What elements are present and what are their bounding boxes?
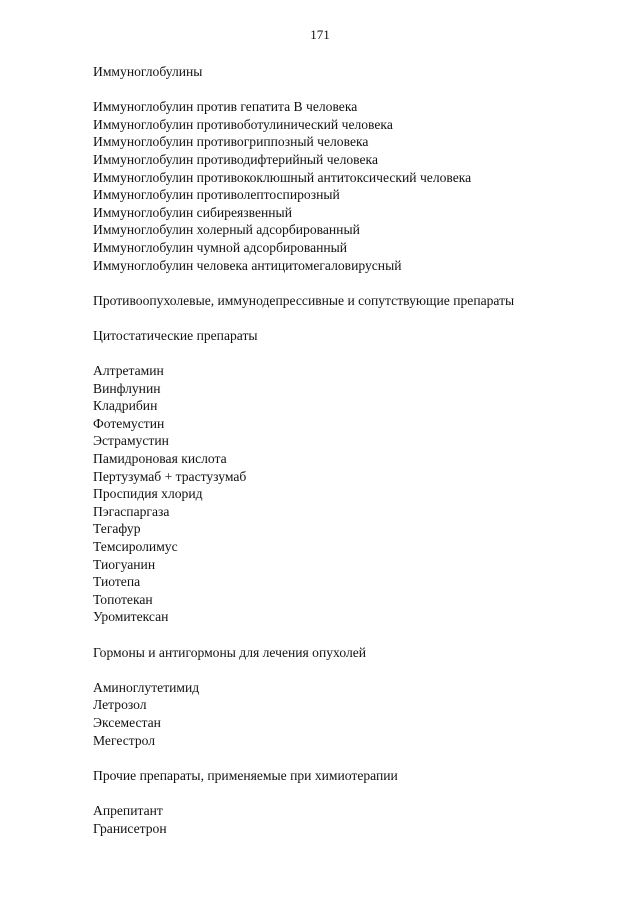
list-item: Тиотепа — [93, 574, 141, 590]
list-item: Уромитексан — [93, 609, 169, 625]
list-item: Эксеместан — [93, 714, 161, 730]
list-item: Иммуноглобулин противолептоспирозный — [93, 187, 340, 203]
spacer — [93, 309, 613, 327]
list-item: Темсиролимус — [93, 539, 178, 555]
list-item: Гранисетрон — [93, 820, 167, 836]
list-item: Аминоглутетимид — [93, 679, 200, 695]
spacer — [93, 345, 613, 363]
list-item: Тиогуанин — [93, 556, 156, 572]
list-item: Иммуноглобулин человека антицитомегаловирусный — [93, 257, 402, 273]
list-item: Проспидия хлорид — [93, 486, 203, 502]
immunoglobulin-list — [93, 98, 613, 274]
section-heading-chemo-other: Прочие препараты, применяемые при химиотерапии — [93, 767, 398, 783]
list-item: Иммуноглобулин противококлюшный антитоксический человека — [93, 169, 472, 185]
spacer — [93, 274, 613, 292]
list-item: Алтретамин — [93, 363, 164, 379]
list-item: Иммуноглобулин против гепатита В человека — [93, 99, 358, 115]
cytostatic-list — [93, 362, 613, 626]
list-item: Апрепитант — [93, 802, 163, 818]
hormones-list — [93, 679, 613, 749]
list-item: Иммуноглобулин противоботулинический человека — [93, 116, 393, 132]
list-item: Тегафур — [93, 521, 141, 537]
list-item: Эстрамустин — [93, 433, 169, 449]
list-item: Топотекан — [93, 591, 153, 607]
section-heading-hormones: Гормоны и антигормоны для лечения опухолей — [93, 644, 367, 660]
list-item: Мегестрол — [93, 732, 156, 748]
list-item: Летрозол — [93, 697, 147, 713]
list-item: Пэгаспаргаза — [93, 503, 170, 519]
list-item: Иммуноглобулин противодифтерийный человека — [93, 151, 378, 167]
document-body — [93, 63, 613, 837]
section-heading-cytostatic: Цитостатические препараты — [93, 327, 258, 343]
list-item: Винфлунин — [93, 380, 161, 396]
list-item: Памидроновая кислота — [93, 451, 227, 467]
spacer — [93, 661, 613, 679]
list-item: Пертузумаб + трастузумаб — [93, 468, 247, 484]
list-item: Иммуноглобулин противогриппозный человека — [93, 134, 369, 150]
spacer — [93, 626, 613, 644]
chemo-other-list — [93, 802, 613, 837]
page-number: 171 — [310, 27, 330, 42]
spacer — [93, 784, 613, 802]
list-item: Иммуноглобулин сибиреязвенный — [93, 204, 292, 220]
spacer — [93, 749, 613, 767]
list-item: Кладрибин — [93, 398, 158, 414]
list-item: Иммуноглобулин холерный адсорбированный — [93, 222, 360, 238]
section-heading-antitumor: Противоопухолевые, иммунодепрессивные и сопутствующие препараты — [93, 292, 515, 308]
section-heading-immunoglobulins: Иммуноглобулины — [93, 64, 203, 79]
list-item: Иммуноглобулин чумной адсорбированный — [93, 239, 348, 255]
list-item: Фотемустин — [93, 415, 165, 431]
spacer — [93, 81, 613, 99]
